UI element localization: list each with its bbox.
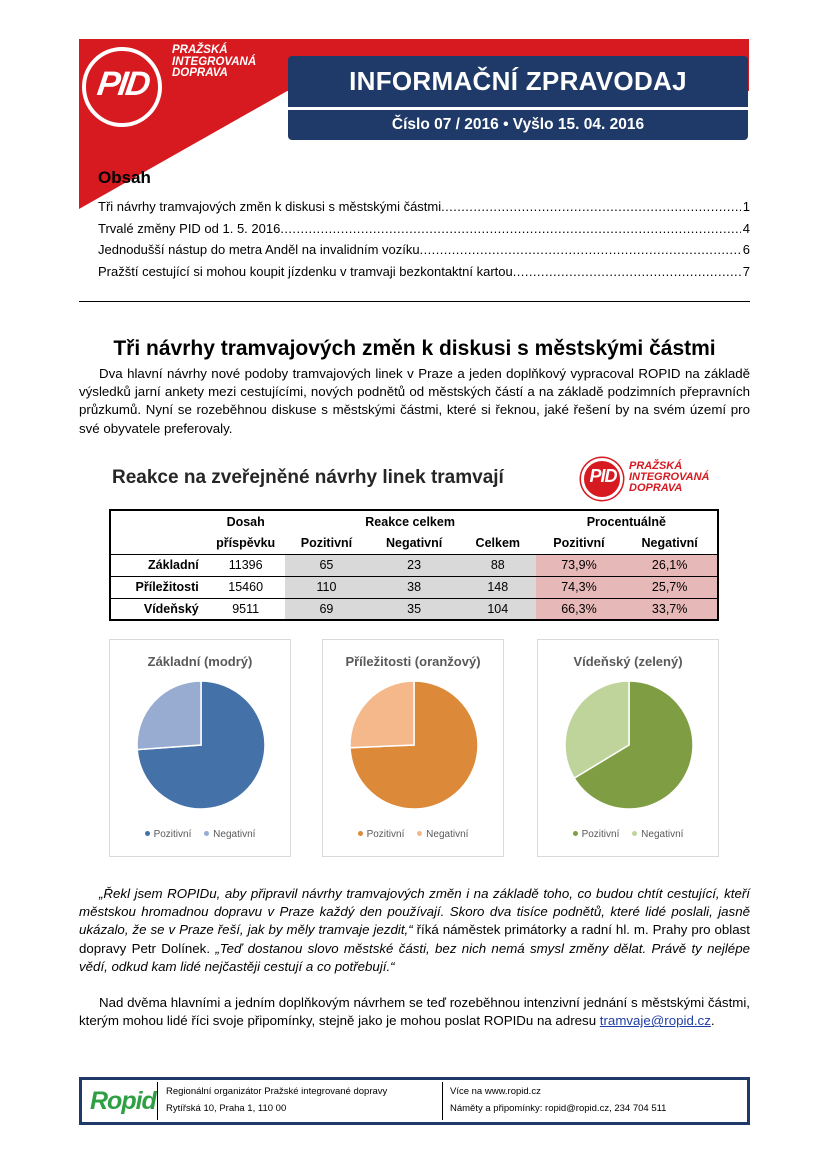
closing-text: Nad dvěma hlavními a jedním doplňkovým návrhem se teď rozeběhnou intenzivní jednání s městskými částmi, kterým mohou lidé říci svoje připomínky, stejně jako je mohou poslat ROPIDu na adresu xyxy=(79,995,750,1029)
newsletter-title: INFORMAČNÍ ZPRAVODAJ xyxy=(288,56,748,107)
toc-item-page: 1 xyxy=(742,199,750,214)
cell-pct-negativni: 33,7% xyxy=(622,598,718,620)
cell-pozitivni: 65 xyxy=(285,554,369,576)
footer-divider xyxy=(157,1082,158,1120)
footer-contact xyxy=(450,1083,666,1117)
legend-item xyxy=(145,829,192,840)
footer-org xyxy=(166,1083,387,1117)
cell-dosah: 11396 xyxy=(207,554,285,576)
table-header-row xyxy=(110,532,718,554)
toc-item[interactable] xyxy=(98,239,750,261)
article-headline: Tři návrhy tramvajových změn k diskusi s městskými částmi xyxy=(113,337,716,360)
pie-legend xyxy=(323,829,503,840)
cell-pct-negativni: 26,1% xyxy=(622,554,718,576)
cell-pozitivni: 69 xyxy=(285,598,369,620)
quote-attribution: říká náměstek primátorky a radní hl. m. Prahy pro oblast dopravy Petr Dolínek. xyxy=(79,922,750,956)
table-header-cell: Pozitivní xyxy=(300,535,353,550)
pie-card-prilezitosti xyxy=(322,639,504,857)
footer xyxy=(79,1077,750,1125)
toc-item-page: 4 xyxy=(742,220,750,236)
pie-title: Příležitosti (oranžový) xyxy=(345,654,481,669)
legend-item xyxy=(632,829,683,840)
toc-leader xyxy=(441,196,741,218)
legend-label: Pozitivní xyxy=(366,829,405,840)
toc-item-title[interactable]: Trvalé změny PID od 1. 5. 2016 xyxy=(98,220,281,236)
pie-title: Vídeňský (zelený) xyxy=(573,654,683,669)
legend-label: Negativní xyxy=(213,829,256,840)
cell-pozitivni: 110 xyxy=(285,576,369,598)
table-header-cell: Negativní xyxy=(641,535,698,550)
toc-item[interactable] xyxy=(98,218,750,240)
infographic-brand xyxy=(629,461,709,494)
closing-paragraph xyxy=(79,994,750,1030)
footer-org-address: Rytířská 10, Praha 1, 110 00 xyxy=(166,1103,287,1114)
row-label: Vídeňský xyxy=(110,598,207,620)
table-header-cell: Reakce celkem xyxy=(365,514,455,529)
row-label: Základní xyxy=(110,554,207,576)
cell-pct-pozitivni: 74,3% xyxy=(536,576,623,598)
pie-slice-negativn xyxy=(350,681,414,748)
cell-negativni: 35 xyxy=(368,598,460,620)
legend-swatch xyxy=(145,831,150,836)
brand-line: DOPRAVA xyxy=(172,67,228,79)
table-header-cell: Pozitivní xyxy=(553,535,605,550)
legend-item xyxy=(417,829,468,840)
table-header-cell xyxy=(110,510,207,532)
row-label: Příležitosti xyxy=(110,576,207,598)
legend-label: Pozitivní xyxy=(153,829,192,840)
toc-item-title[interactable]: Tři návrhy tramvajových změn k diskusi s městskými částmi xyxy=(98,199,442,214)
cell-celkem: 148 xyxy=(460,576,536,598)
legend-item xyxy=(204,829,255,840)
table-header-cell: příspěvku xyxy=(216,535,276,550)
pie-chart xyxy=(346,677,482,813)
toc-heading: Obsah xyxy=(98,168,151,187)
table-row xyxy=(110,554,718,576)
pie-legend xyxy=(538,829,718,840)
legend-item xyxy=(358,829,405,840)
cell-pct-pozitivni: 66,3% xyxy=(536,598,623,620)
divider xyxy=(79,301,750,302)
quote-text: „Řekl jsem ROPIDu, aby připravil návrhy tramvajových změn i na základě toho, co budou chtít cestující, kteří městskou hromadnou dopravu v Praze každý den používají. Skoro dva tisíce podnětů, které lidé poslali, jasně ukázalo, že se v Praze řeší, jak by měly tramvaje jezdit,“ xyxy=(79,886,750,938)
quote-paragraph xyxy=(79,885,750,976)
cell-negativni: 23 xyxy=(368,554,460,576)
brand-line: INTEGROVANÁ xyxy=(629,471,710,483)
legend-swatch xyxy=(632,831,637,836)
toc-item-page: 6 xyxy=(742,242,750,258)
toc-item-title[interactable]: Jednodušší nástup do metra Anděl na invalidním vozíku xyxy=(98,242,420,258)
cell-pct-pozitivni: 73,9% xyxy=(536,554,623,576)
table-header-cell: Procentuálně xyxy=(586,514,666,529)
brand-line: PRAŽSKÁ xyxy=(172,44,228,56)
pie-card-videnky xyxy=(537,639,719,857)
pie-card-zakladni xyxy=(109,639,291,857)
toc-leader xyxy=(420,239,741,261)
legend-label: Negativní xyxy=(426,829,469,840)
pie-slice-negativn xyxy=(137,681,201,750)
infographic-title: Reakce na zveřejněné návrhy linek tramvají xyxy=(112,467,504,488)
footer-org-line: Regionální organizátor Pražské integrované dopravy xyxy=(166,1086,388,1097)
toc-item[interactable] xyxy=(98,261,750,283)
table-row xyxy=(110,598,718,620)
footer-contact-line[interactable]: Náměty a připomínky: ropid@ropid.cz, 234 704 511 xyxy=(450,1103,667,1114)
table-header-cell: Dosah xyxy=(226,514,265,529)
issue-line: Číslo 07 / 2016 • Vyšlo 15. 04. 2016 xyxy=(288,110,748,140)
reactions-table xyxy=(109,509,719,621)
legend-swatch xyxy=(204,831,209,836)
cell-negativni: 38 xyxy=(368,576,460,598)
cell-dosah: 15460 xyxy=(207,576,285,598)
pie-legend xyxy=(110,829,290,840)
legend-label: Negativní xyxy=(641,829,684,840)
table-header-cell xyxy=(110,532,207,554)
quote-text: „Teď dostanou slovo městské části, bez nich nemá smysl změny dělat. Právě ty nejlépe vědí, odkud kam lidé nejčastěji cestují a co potřebují.“ xyxy=(79,940,750,974)
legend-item xyxy=(573,829,620,840)
toc-item-page: 7 xyxy=(742,263,750,279)
legend-label: Pozitivní xyxy=(581,829,620,840)
footer-divider xyxy=(442,1082,443,1120)
pie-title: Základní (modrý) xyxy=(147,654,253,669)
brand-line: INTEGROVANÁ xyxy=(172,55,257,68)
cell-celkem: 88 xyxy=(460,554,536,576)
toc-leader xyxy=(280,218,740,240)
toc-item[interactable] xyxy=(98,196,750,218)
table-header-cell: Celkem xyxy=(475,535,521,550)
table-header-row xyxy=(110,510,718,532)
pie-chart xyxy=(133,677,269,813)
legend-swatch xyxy=(573,831,578,836)
brand-text xyxy=(172,45,256,80)
article-intro: Dva hlavní návrhy nové podoby tramvajových linek v Praze a jeden doplňkový vypracoval ROPID na základě výsledků jarní ankety mezi cestujícími, nových podnětů od městských částí a na základě podzimních přepravních průzkumů. Nyní se rozeběhnou diskuse s městskými částmi, které si řeknou, jaké řešení by na svém území pro své obyvatele preferovaly. xyxy=(79,366,750,436)
email-link[interactable]: tramvaje@ropid.cz xyxy=(599,1013,711,1029)
closing-end: . xyxy=(710,1013,715,1029)
legend-swatch xyxy=(417,831,422,836)
footer-website[interactable]: Více na www.ropid.cz xyxy=(450,1086,541,1097)
brand-line: PRAŽSKÁ xyxy=(629,460,683,472)
pid-logo: PID xyxy=(95,65,152,103)
cell-pct-negativni: 25,7% xyxy=(622,576,718,598)
table-header-cell: Negativní xyxy=(385,535,443,550)
cell-celkem: 104 xyxy=(460,598,536,620)
toc-leader xyxy=(513,261,741,283)
table-of-contents xyxy=(98,196,750,282)
toc-item-title[interactable]: Pražští cestující si mohou koupit jízdenku v tramvaji bezkontaktní kartou xyxy=(98,263,513,279)
table-row xyxy=(110,576,718,598)
cell-dosah: 9511 xyxy=(207,598,285,620)
legend-swatch xyxy=(358,831,363,836)
brand-line: DOPRAVA xyxy=(629,482,683,494)
pie-chart xyxy=(561,677,697,813)
infographic-pid-logo: PID xyxy=(589,466,617,486)
ropid-logo: Ropid xyxy=(90,1087,156,1115)
